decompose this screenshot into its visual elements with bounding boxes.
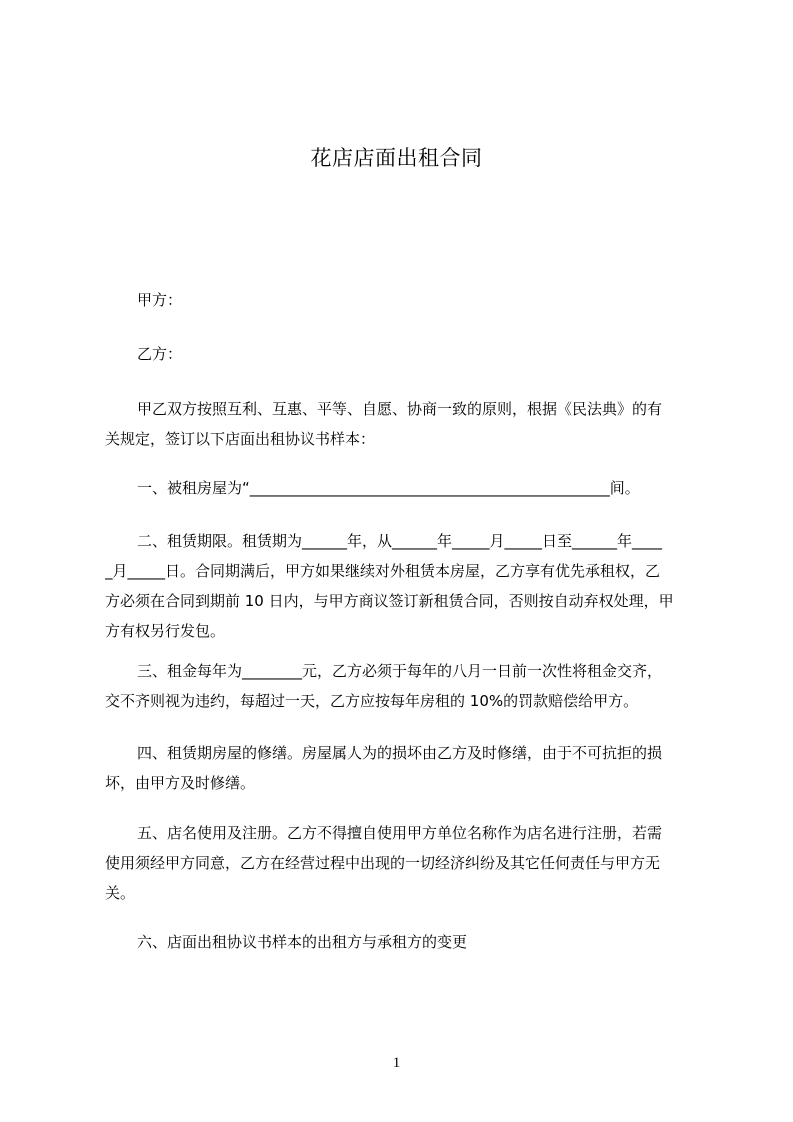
intro-paragraph (105, 394, 700, 454)
clause-5-paragraph (105, 818, 700, 908)
intro-line-1: 甲乙双方按照互利、互惠、平等、自愿、协商一致的原则，根据《民法典》的有 (137, 400, 663, 418)
clause-5-line-3: 关。 (105, 884, 136, 902)
party-b-label: 乙方： (137, 345, 183, 363)
clause-6: 六、店面出租协议书样本的出租方与承租方的变更 (137, 933, 468, 951)
clause-3-paragraph (105, 656, 700, 716)
clause-3-line-1: 三、租金每年为________元，乙方必须于每年的八月一日前一次性将租金交齐， (137, 662, 663, 680)
page-number: 1 (392, 1055, 401, 1071)
clause-2-line-3: 方必须在合同到期前 10 日内，与甲方商议签订新租赁合同，否则按自动弃权处理，甲 (105, 592, 674, 610)
document-title: 花店店面出租合同 (310, 146, 483, 170)
clause-4-line-1: 四、租赁期房屋的修缮。房屋属人为的损坏由乙方及时修缮，由于不可抗拒的损 (137, 744, 663, 762)
clause-5-line-2: 使用须经甲方同意，乙方在经营过程中出现的一切经济纠纷及其它任何责任与甲方无 (105, 854, 661, 872)
clause-2-line-2: _月_____日。合同期满后，甲方如果继续对外租赁本房屋，乙方享有优先承租权，乙 (105, 562, 661, 580)
clause-5-line-1: 五、店名使用及注册。乙方不得擅自使用甲方单位名称作为店名进行注册，若需 (137, 824, 663, 842)
party-a-label: 甲方： (137, 291, 183, 309)
clause-2-line-4: 方有权另行发包。 (105, 622, 226, 640)
clause-2-line-1: 二、租赁期限。租赁期为______年，从______年_____月_____日至______年____ (137, 532, 663, 550)
intro-line-2: 关规定，签订以下店面出租协议书样本： (105, 430, 376, 448)
clause-2-paragraph (105, 526, 700, 646)
clause-4-paragraph (105, 738, 700, 798)
clause-3-line-2: 交不齐则视为违约，每超过一天，乙方应按每年房租的 10%的罚款赔偿给甲方。 (105, 692, 639, 710)
clause-1: 一、被租房屋为“________________________________________________间。 (137, 479, 640, 497)
clause-4-line-2: 坏，由甲方及时修缮。 (105, 774, 256, 792)
